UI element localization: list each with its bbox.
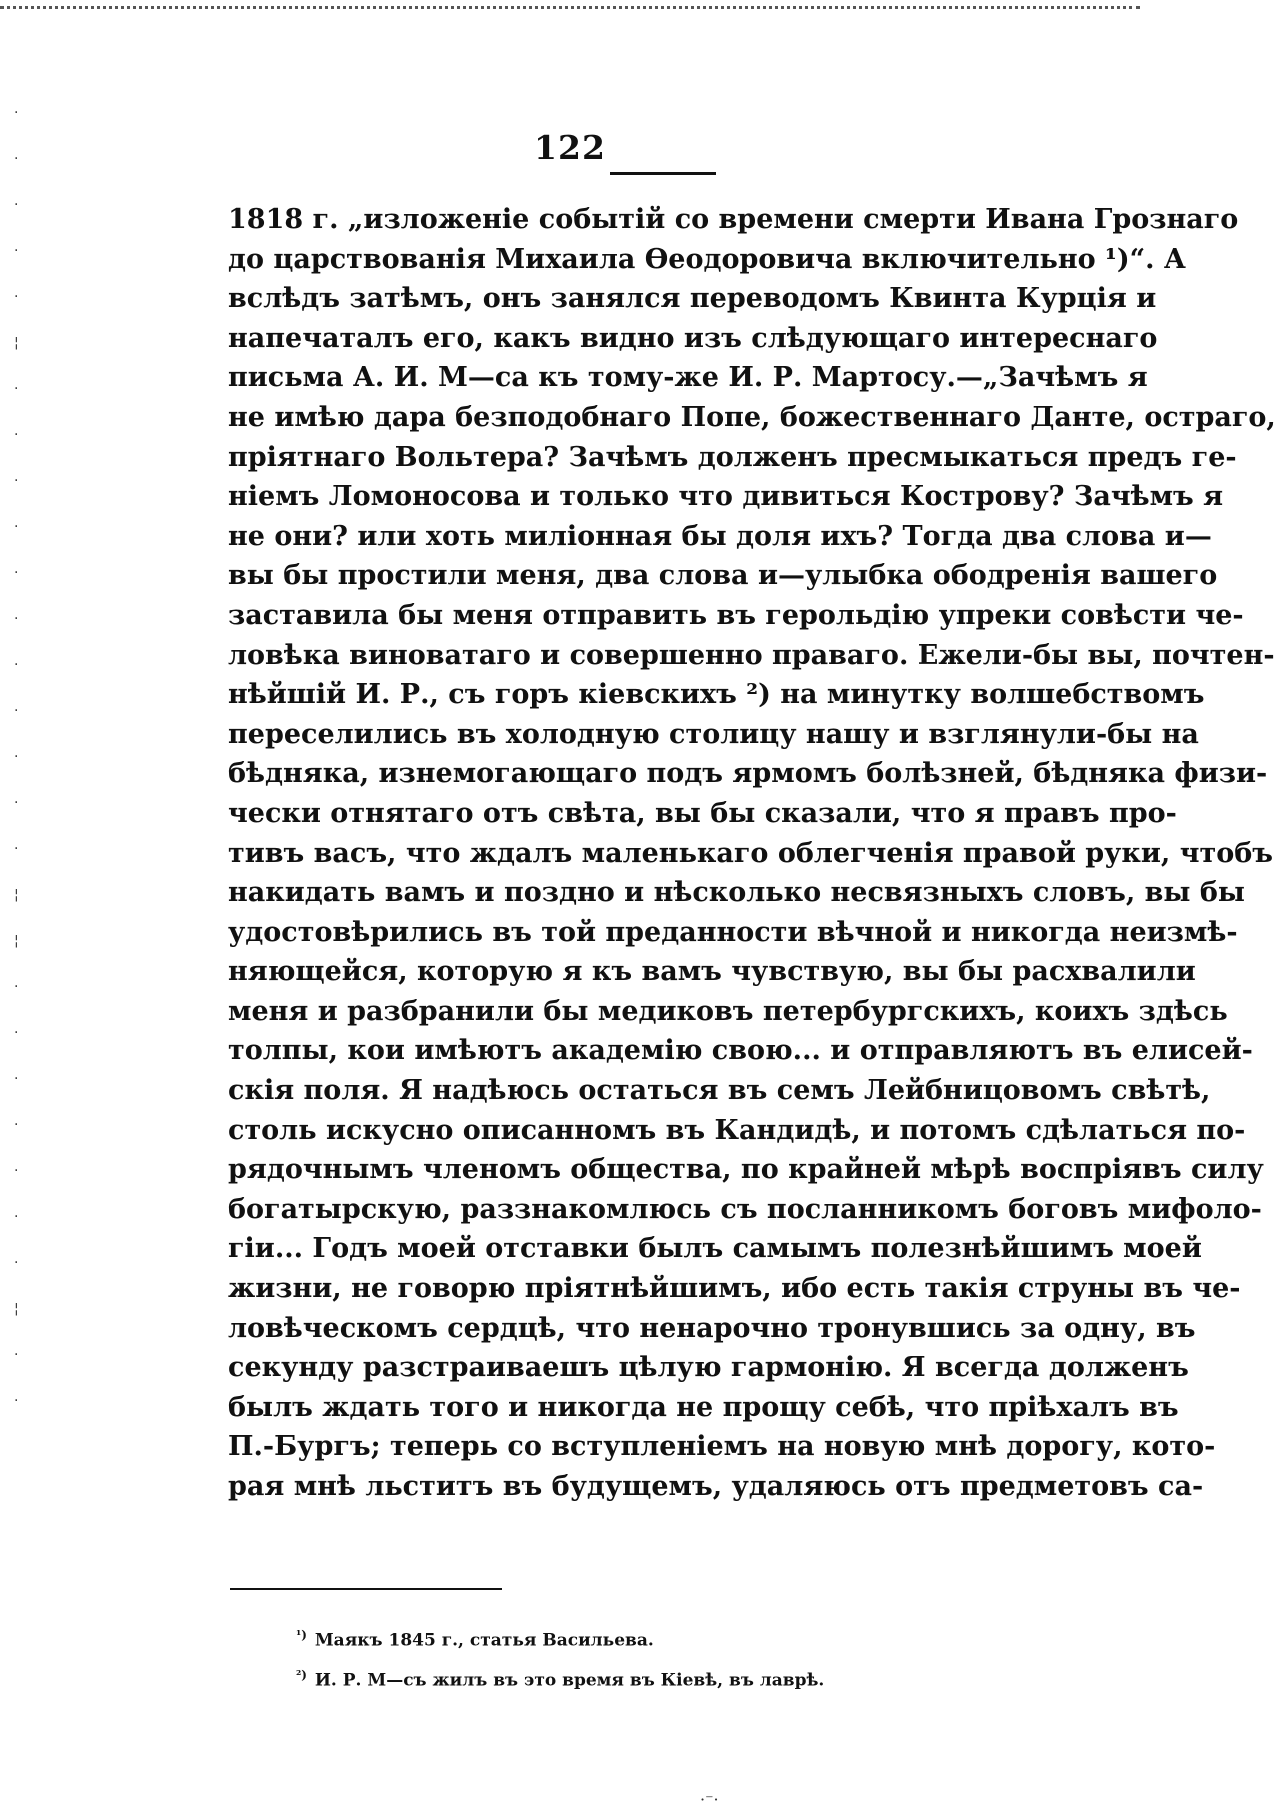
text-line: удостовѣрились въ той преданности вѣчной и никогда неизмѣ- [228, 916, 1238, 948]
text-line: не имѣю дара безподобнаго Попе, божественнаго Данте, остраго, [228, 401, 1276, 433]
text-line: ловѣка виноватаго и совершенно праваго. Ежели-бы вы, почтен- [228, 639, 1275, 671]
page-number-rule [610, 172, 716, 175]
text-line: чески отнятаго отъ свѣта, вы бы сказали, что я правъ про- [228, 797, 1177, 829]
text-line: вы бы простили меня, два слова и—улыбка ободренія вашего [228, 560, 1218, 592]
text-line: рая мнѣ льститъ въ будущемъ, удаляюсь отъ предметовъ са- [228, 1471, 1204, 1502]
text-line: вслѣдъ затѣмъ, онъ занялся переводомъ Квинта Курція и [228, 283, 1157, 315]
text-line: нѣйшій И. Р., съ горъ кіевскихъ ²) на минутку волшебствомъ [228, 679, 1205, 711]
text-line: ловѣческомъ сердцѣ, что ненарочно тронувшись за одну, въ [228, 1312, 1196, 1344]
footnote-marker: ¹) [296, 1628, 307, 1642]
text-line: бѣдняка, изнемогающаго подъ ярмомъ болѣзней, бѣдняка физи- [228, 758, 1268, 790]
text-line: заставила бы меня отправить въ герольдію упреки совѣсти че- [228, 599, 1244, 631]
body-text [228, 200, 1276, 1507]
text-line: толпы, кои имѣютъ академію свою... и отправляютъ въ елисей- [228, 1035, 1253, 1067]
footnotes [296, 1618, 1056, 1697]
footnote-marker: ²) [296, 1667, 307, 1682]
text-line: не они? или хоть миліонная бы доля ихъ? Тогда два слова и— [228, 520, 1212, 552]
text-line: былъ ждать того и никогда не прощу себѣ, что пріѣхалъ въ [228, 1391, 1179, 1423]
text-line: переселились въ холодную столицу нашу и взглянули-бы на [228, 718, 1199, 750]
footnote-rule [230, 1588, 502, 1590]
footnote-2 [296, 1658, 1056, 1698]
text-line: письма А. И. М—са къ тому-же И. Р. Мартосу.—„Зачѣмъ я [228, 362, 1148, 394]
text-line: ніемъ Ломоносова и только что дивиться Кострову? Зачѣмъ я [228, 481, 1224, 513]
text-line: накидать вамъ и поздно и нѣсколько несвязныхъ словъ, вы бы [228, 877, 1245, 909]
text-line: няющейся, которую я къ вамъ чувствую, вы бы расхвалили [228, 956, 1196, 988]
text-line: напечаталъ его, какъ видно изъ слѣдующаго интереснаго [228, 322, 1158, 354]
text-line: жизни, не говорю пріятнѣйшимъ, ибо есть такія струны въ че- [228, 1273, 1241, 1305]
text-line: скія поля. Я надѣюсь остаться въ семъ Лейбницовомъ свѣтѣ, [228, 1075, 1211, 1107]
text-line: пріятнаго Вольтера? Зачѣмъ долженъ пресмыкаться предъ ге- [228, 441, 1237, 473]
text-line: тивъ васъ, что ждалъ маленькаго облегченія правой руки, чтобъ [228, 837, 1273, 869]
text-line: П.-Бургъ; теперь со вступленіемъ на новую мнѣ дорогу, кото- [228, 1431, 1216, 1463]
text-line: 1818 г. „изложеніе событій со времени смерти Ивана Грознаго [228, 204, 1239, 235]
page-number: 122 [534, 128, 606, 167]
text-line: гіи... Годъ моей отставки былъ самымъ полезнѣйшимъ моей [228, 1233, 1202, 1265]
text-line: до царствованія Михаила Өеодоровича включительно ¹)“. А [228, 243, 1186, 275]
text-line: секунду разстраиваешъ цѣлую гармонію. Я всегда долженъ [228, 1352, 1189, 1384]
footnote-text: Маякъ 1845 г., статья Васильева. [314, 1630, 654, 1651]
footnote-1 [296, 1618, 1056, 1658]
top-edge-rule [0, 6, 1140, 9]
text-line: столь искусно описанномъ въ Кандидѣ, и потомъ сдѣлаться по- [228, 1114, 1246, 1146]
left-margin-specks: · · · · · ¦ · · · · · · · · · · · ¦ ¦ · · · · · · · ¦ · · [14, 105, 19, 1409]
text-line: богатырскую, раззнакомлюсь съ посланникомъ боговъ мифоло- [228, 1193, 1262, 1225]
bottom-speck: ·⁻· [700, 1790, 719, 1809]
text-line: меня и разбранили бы медиковъ петербургскихъ, коихъ здѣсь [228, 995, 1228, 1027]
footnote-text: И. Р. М—съ жилъ въ это время въ Кіевѣ, въ лаврѣ. [314, 1670, 825, 1691]
text-line: рядочнымъ членомъ общества, по крайней мѣрѣ воспріявъ силу [228, 1154, 1264, 1186]
